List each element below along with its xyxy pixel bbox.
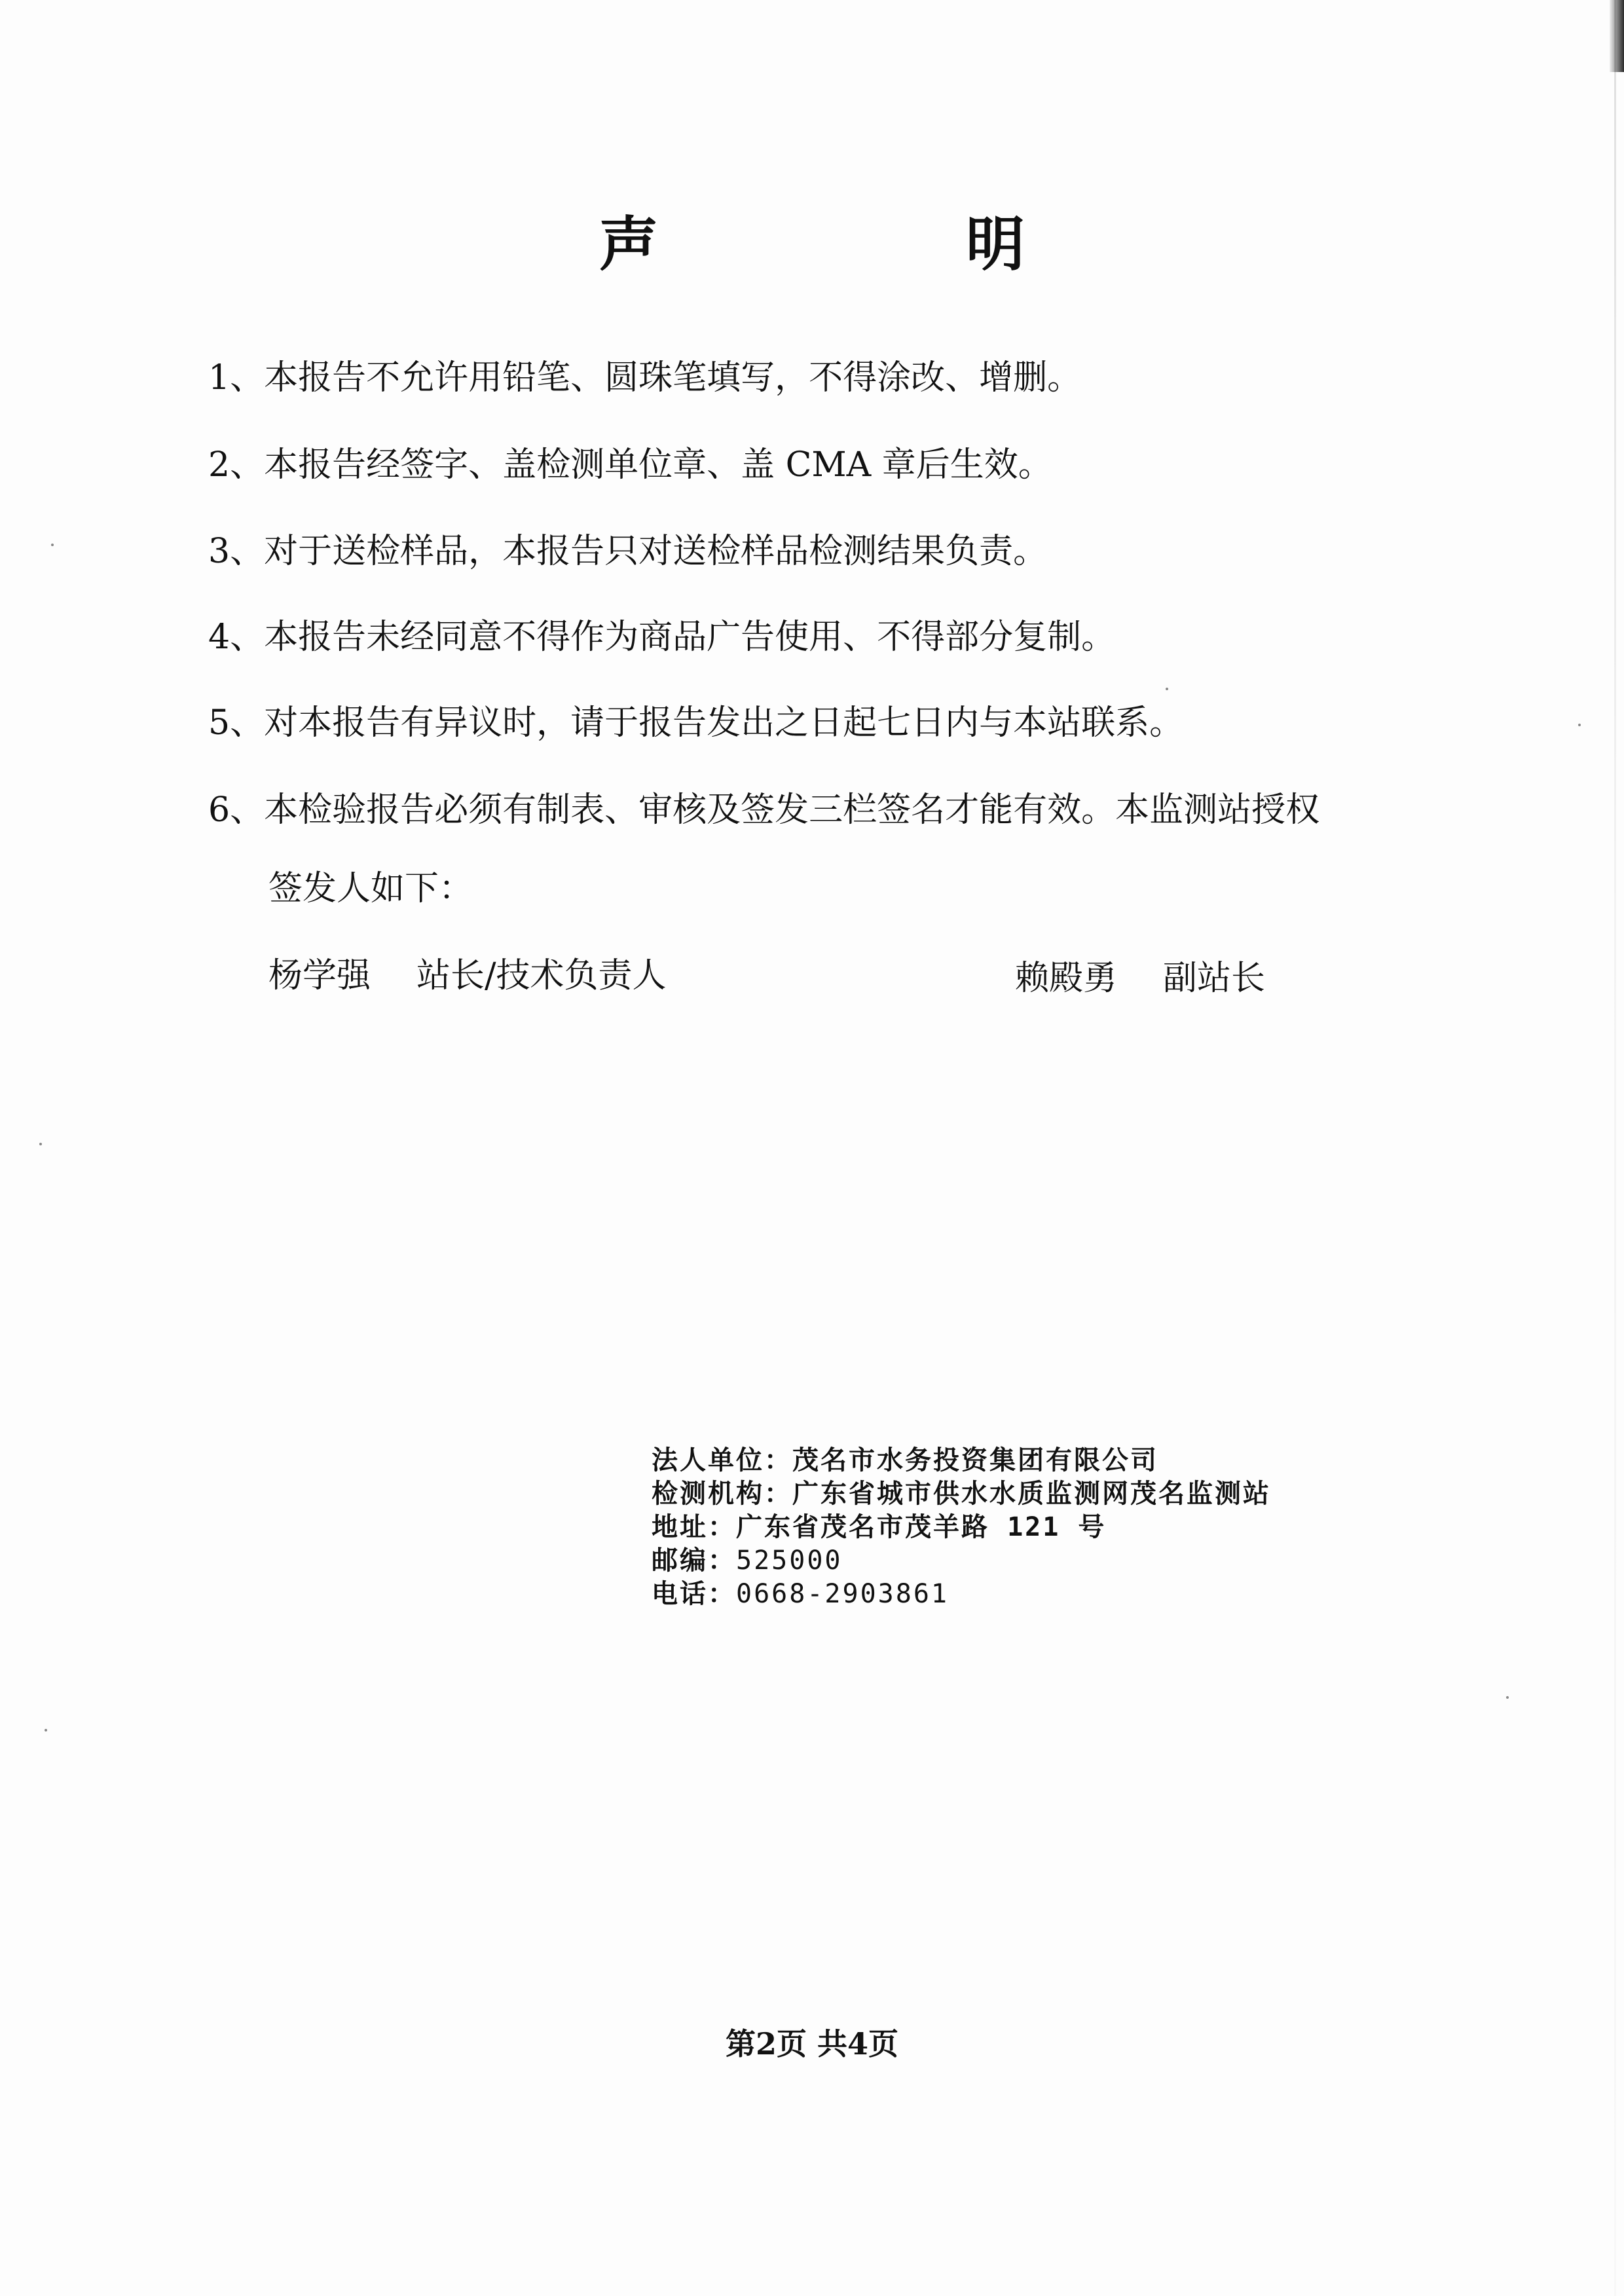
agency-row bbox=[652, 1477, 1271, 1511]
clause-5 bbox=[208, 702, 1183, 744]
scan-speck bbox=[1578, 724, 1581, 726]
clause-3 bbox=[208, 530, 1047, 572]
clause-number: 6、 bbox=[208, 790, 265, 830]
clause-6 bbox=[208, 789, 1320, 831]
clause-2 bbox=[208, 444, 1052, 486]
clause-text: 本报告经签字、盖检测单位章、盖 CMA 章后生效。 bbox=[264, 445, 1052, 485]
clause-number: 1、 bbox=[208, 358, 265, 398]
signer-2 bbox=[1015, 957, 1265, 999]
clause-text: 对于送检样品，本报告只对送检样品检测结果负责。 bbox=[264, 532, 1048, 571]
page-total: 4 bbox=[847, 2026, 869, 2062]
legal-entity-row bbox=[652, 1444, 1271, 1477]
signer-1 bbox=[268, 955, 667, 997]
page-prefix: 第 bbox=[725, 2026, 756, 2062]
clause-text: 本报告不允许用铅笔、圆珠笔填写，不得涂改、增删。 bbox=[264, 358, 1082, 398]
page-mid: 页 共 bbox=[776, 2026, 847, 2062]
scan-speck bbox=[51, 544, 54, 546]
page-title: 声 明 bbox=[599, 210, 1149, 279]
clause-text: 本报告未经同意不得作为商品广告使用、不得部分复制。 bbox=[264, 618, 1116, 657]
clause-number: 3、 bbox=[208, 532, 265, 571]
postcode-value: 525000 bbox=[736, 1546, 843, 1576]
address-label: 地址： bbox=[652, 1512, 736, 1542]
clause-number: 5、 bbox=[208, 703, 265, 743]
postcode-row bbox=[652, 1544, 1271, 1578]
address-value: 广东省茂名市茂羊路 121 号 bbox=[736, 1512, 1107, 1542]
legal-entity-value: 茂名市水务投资集团有限公司 bbox=[792, 1445, 1158, 1475]
agency-label: 检测机构： bbox=[652, 1479, 792, 1509]
scan-edge-line bbox=[1614, 0, 1616, 2296]
clause-number: 4、 bbox=[208, 618, 265, 657]
scan-speck bbox=[45, 1729, 47, 1731]
clause-1 bbox=[208, 357, 1081, 399]
page-current: 2 bbox=[755, 2026, 777, 2062]
signer-role: 副站长 bbox=[1163, 959, 1266, 998]
scan-speck bbox=[1166, 688, 1168, 690]
signer-name: 赖殿勇 bbox=[1015, 959, 1118, 998]
signer-name: 杨学强 bbox=[268, 956, 371, 995]
clause-6-continuation: 签发人如下： bbox=[268, 869, 473, 908]
page-number bbox=[0, 2020, 1624, 2064]
clause-text: 对本报告有异议时，请于报告发出之日起七日内与本站联系。 bbox=[264, 703, 1184, 743]
address-row bbox=[652, 1511, 1271, 1544]
scan-speck bbox=[39, 1143, 42, 1145]
phone-row bbox=[652, 1578, 1271, 1611]
clause-text: 本检验报告必须有制表、审核及签发三栏签名才能有效。本监测站授权 bbox=[264, 790, 1320, 830]
phone-value: 0668-2903861 bbox=[736, 1579, 949, 1609]
scan-speck bbox=[1506, 1696, 1509, 1699]
postcode-label: 邮编： bbox=[652, 1546, 736, 1576]
signer-role: 站长/技术负责人 bbox=[416, 956, 667, 995]
scan-edge-artifact bbox=[1610, 0, 1624, 72]
legal-entity-label: 法人单位： bbox=[652, 1445, 792, 1475]
contact-block bbox=[652, 1444, 1271, 1611]
clause-number: 2、 bbox=[208, 445, 265, 485]
page-suffix: 页 bbox=[868, 2026, 899, 2062]
phone-label: 电话： bbox=[652, 1579, 736, 1609]
agency-value: 广东省城市供水水质监测网茂名监测站 bbox=[792, 1479, 1271, 1509]
clause-4 bbox=[208, 616, 1115, 658]
